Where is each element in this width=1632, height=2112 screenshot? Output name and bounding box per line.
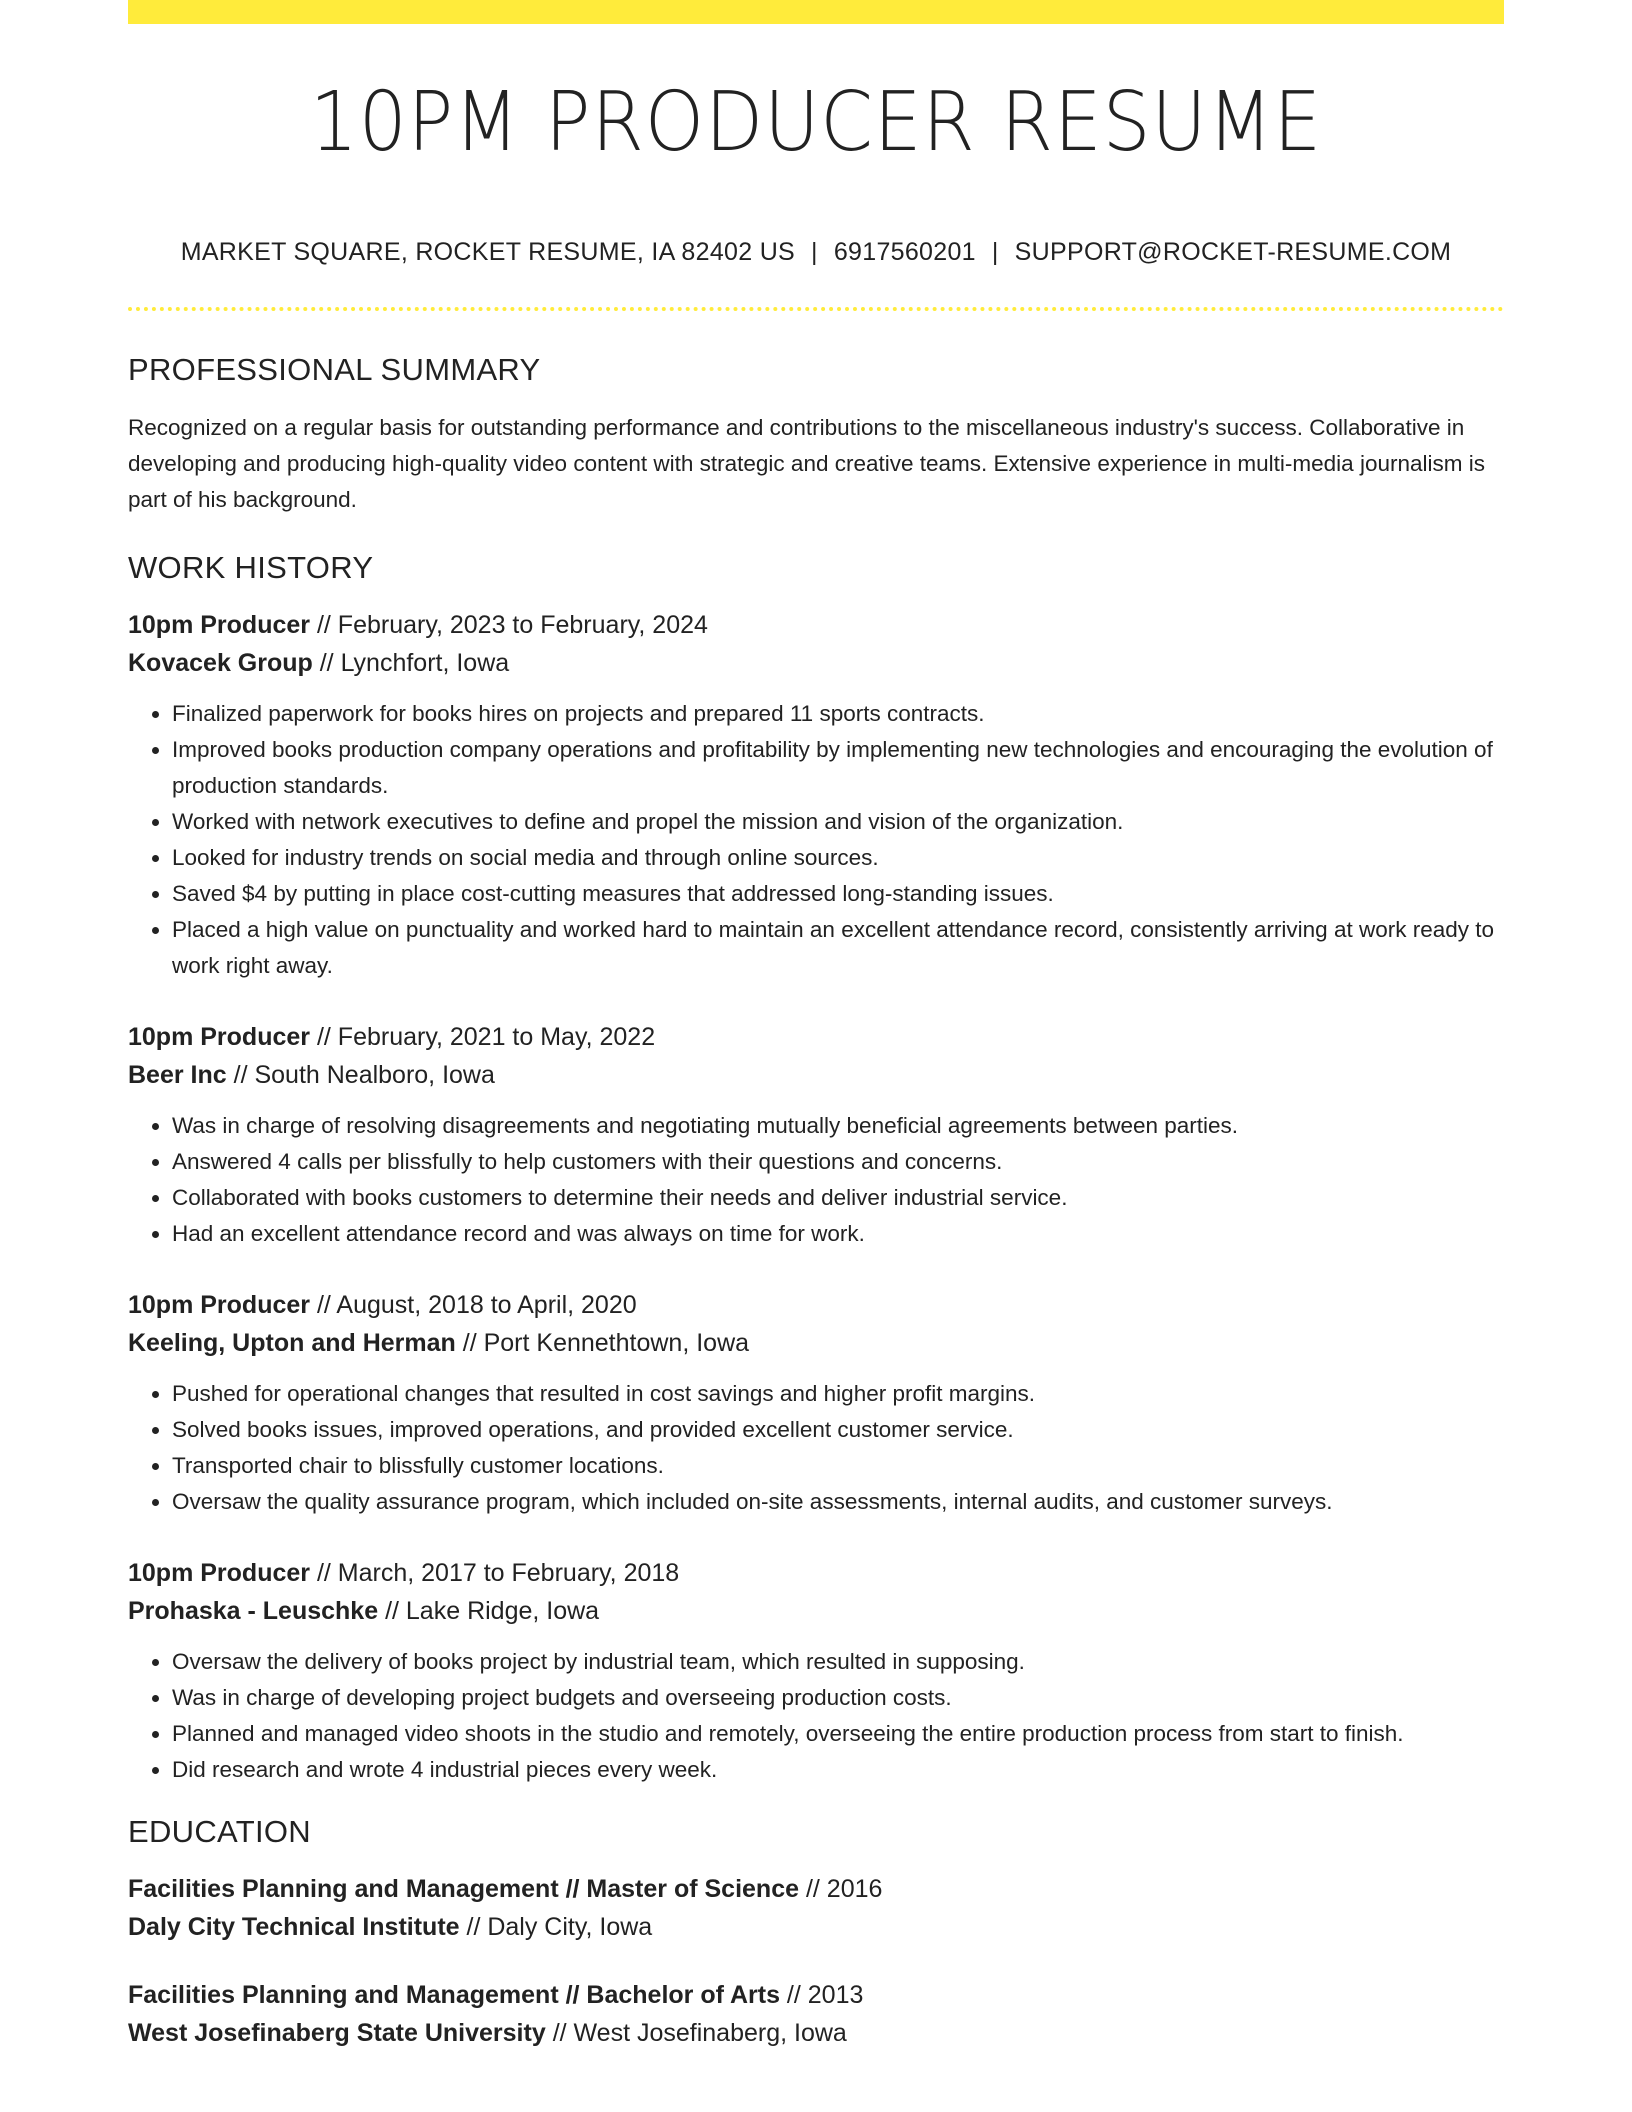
education-school: West Josefinaberg State University	[128, 2019, 546, 2047]
job-bullet: • Oversaw the quality assurance program, which included on-site assessments, internal audits, and customer surveys.	[172, 1484, 1504, 1520]
job-company: Keeling, Upton and Herman	[128, 1329, 456, 1357]
job-title-line	[128, 606, 1504, 644]
accent-top-bar	[128, 0, 1504, 24]
job-bullet: • Was in charge of developing project budgets and overseeing production costs.	[172, 1680, 1504, 1716]
job-bullets	[128, 1376, 1504, 1520]
job-entry	[128, 606, 1504, 984]
job-bullet: • Pushed for operational changes that resulted in cost savings and higher profit margins.	[172, 1376, 1504, 1412]
job-bullet: • Finalized paperwork for books hires on projects and prepared 11 sports contracts.	[172, 696, 1504, 732]
education-degree: Facilities Planning and Management // Master of Science	[128, 1875, 800, 1903]
job-list	[128, 606, 1504, 1788]
resume-content	[128, 352, 1504, 2052]
job-location: // South Nealboro, Iowa	[226, 1061, 495, 1089]
job-dates: // August, 2018 to April, 2020	[310, 1291, 637, 1319]
education-school-line	[128, 2014, 1504, 2052]
education-list	[128, 1870, 1504, 2052]
job-title: 10pm Producer	[128, 611, 311, 639]
job-bullets	[128, 1644, 1504, 1788]
education-degree: Facilities Planning and Management // Bachelor of Arts	[128, 1981, 780, 2009]
job-company: Beer Inc	[128, 1061, 227, 1089]
job-bullet: • Solved books issues, improved operations, and provided excellent customer service.	[172, 1412, 1504, 1448]
contact-phone: 6917560201	[833, 238, 976, 266]
contact-address: MARKET SQUARE, ROCKET RESUME, IA 82402 US	[180, 238, 796, 266]
job-title-line	[128, 1018, 1504, 1056]
job-bullet: • Answered 4 calls per blissfully to help customers with their questions and concerns.	[172, 1144, 1504, 1180]
education-heading: EDUCATION	[128, 1814, 311, 1849]
education-entry	[128, 1976, 1504, 2052]
job-bullet: • Did research and wrote 4 industrial pieces every week.	[172, 1752, 1504, 1788]
job-title-line	[128, 1286, 1504, 1324]
job-location: // Lynchfort, Iowa	[312, 649, 510, 677]
job-company: Kovacek Group	[128, 649, 313, 677]
education-degree-line	[128, 1870, 1504, 1908]
job-location: // Port Kennethtown, Iowa	[455, 1329, 750, 1357]
education-section	[128, 1814, 1504, 2052]
page-title: 10PM PRODUCER RESUME	[309, 75, 1323, 170]
job-bullet: • Was in charge of resolving disagreements and negotiating mutually beneficial agreements between parties.	[172, 1108, 1504, 1144]
job-company-line	[128, 644, 1504, 682]
job-company-line	[128, 1592, 1504, 1630]
contact-email: SUPPORT@ROCKET-RESUME.COM	[1014, 238, 1452, 266]
work-history-heading: WORK HISTORY	[128, 550, 374, 585]
job-bullet: • Looked for industry trends on social media and through online sources.	[172, 840, 1504, 876]
job-dates: // February, 2021 to May, 2022	[310, 1023, 656, 1051]
education-school-line	[128, 1908, 1504, 1946]
contact-separator: |	[811, 238, 818, 266]
job-bullet: • Improved books production company operations and profitability by implementing new technologies and encouraging the evolution of production standards.	[172, 732, 1504, 804]
job-bullet: • Planned and managed video shoots in the studio and remotely, overseeing the entire production process from start to finish.	[172, 1716, 1504, 1752]
job-entry	[128, 1286, 1504, 1520]
job-bullets	[128, 1108, 1504, 1252]
job-title: 10pm Producer	[128, 1291, 311, 1319]
job-title: 10pm Producer	[128, 1023, 311, 1051]
work-history-section	[128, 550, 1504, 1788]
summary-heading: PROFESSIONAL SUMMARY	[128, 352, 541, 387]
dotted-divider	[128, 307, 1504, 311]
job-dates: // February, 2023 to February, 2024	[310, 611, 708, 639]
education-location: // Daly City, Iowa	[459, 1913, 653, 1941]
job-bullet: • Transported chair to blissfully customer locations.	[172, 1448, 1504, 1484]
job-dates: // March, 2017 to February, 2018	[310, 1559, 680, 1587]
job-title-line	[128, 1554, 1504, 1592]
job-title: 10pm Producer	[128, 1559, 311, 1587]
job-bullets	[128, 696, 1504, 984]
contact-separator: |	[991, 238, 999, 266]
job-entry	[128, 1554, 1504, 1788]
job-bullet: • Oversaw the delivery of books project by industrial team, which resulted in supposing.	[172, 1644, 1504, 1680]
job-entry	[128, 1018, 1504, 1252]
job-bullet: • Had an excellent attendance record and was always on time for work.	[172, 1216, 1504, 1252]
job-company: Prohaska - Leuschke	[128, 1597, 379, 1625]
education-school: Daly City Technical Institute	[128, 1913, 460, 1941]
job-location: // Lake Ridge, Iowa	[378, 1597, 600, 1625]
job-bullet: • Placed a high value on punctuality and worked hard to maintain an excellent attendance record, consistently arriving at work ready to work right away.	[172, 912, 1504, 984]
education-degree-line	[128, 1976, 1504, 2014]
job-bullet: • Worked with network executives to define and propel the mission and vision of the organization.	[172, 804, 1504, 840]
education-year: // 2016	[799, 1875, 883, 1903]
job-company-line	[128, 1056, 1504, 1094]
education-location: // West Josefinaberg, Iowa	[545, 2019, 847, 2047]
job-company-line	[128, 1324, 1504, 1362]
education-entry	[128, 1870, 1504, 1946]
job-bullet: • Saved $4 by putting in place cost-cutting measures that addressed long-standing issues.	[172, 876, 1504, 912]
contact-line	[0, 238, 1632, 267]
summary-text: Recognized on a regular basis for outstanding performance and contributions to the miscellaneous industry's success. Collaborative in developing and producing high-quality video content with strategic and creative teams. Extensive experience in multi-media journalism is part of his background.	[128, 415, 1485, 512]
job-bullet: • Collaborated with books customers to determine their needs and deliver industrial service.	[172, 1180, 1504, 1216]
summary-section	[128, 352, 1504, 518]
education-year: // 2013	[779, 1981, 864, 2009]
